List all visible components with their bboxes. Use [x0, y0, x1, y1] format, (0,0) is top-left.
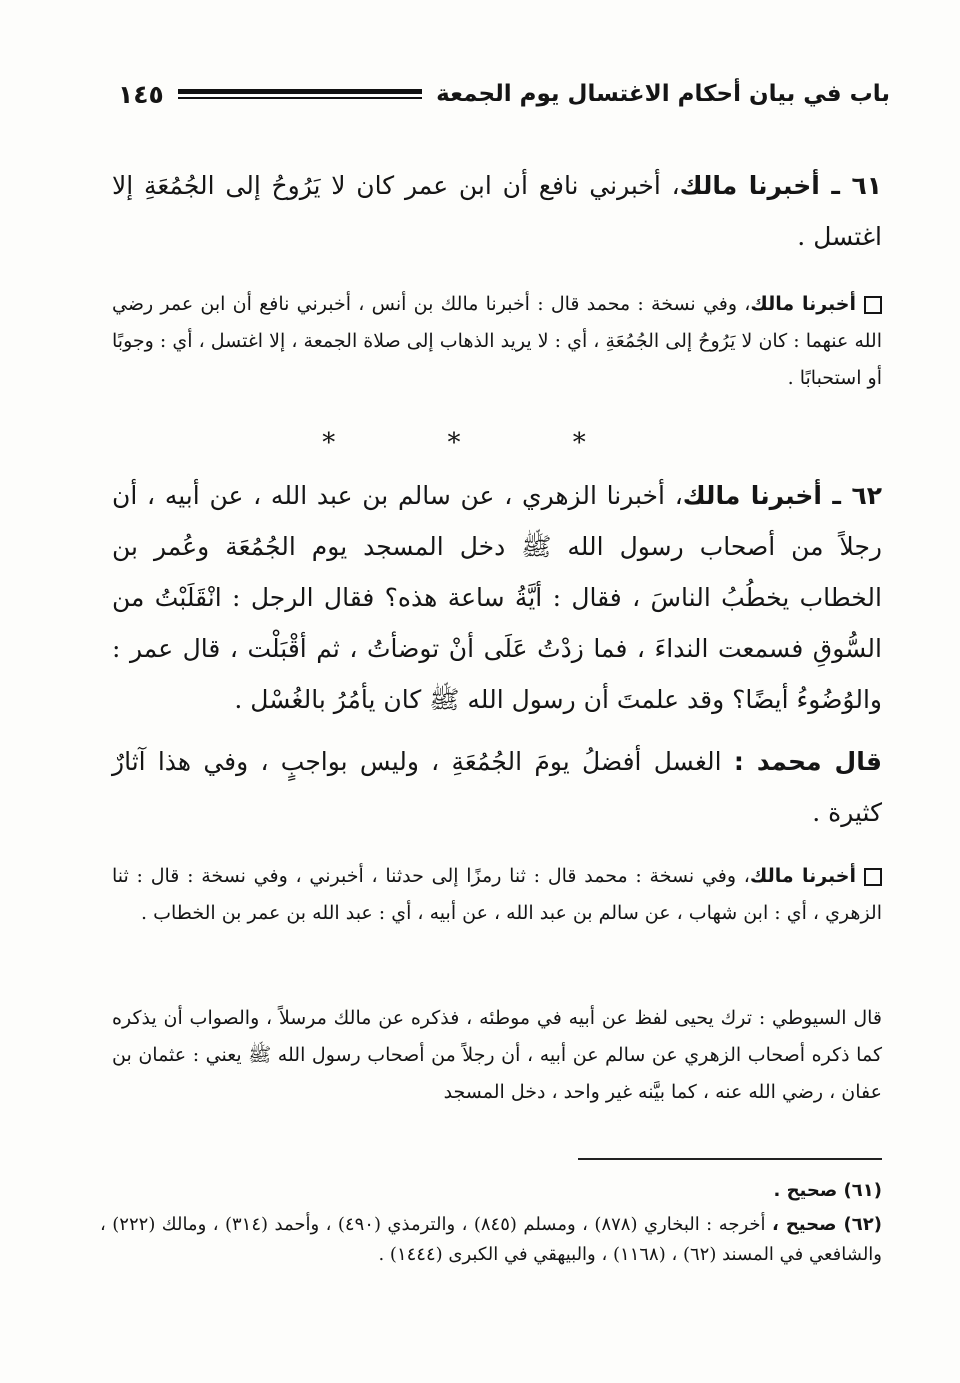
commentary-62-lead: أخبرنا مالك — [749, 865, 857, 887]
muhammad-note-text: الغسل أفضلُ يومَ الجُمُعَةِ ، وليس بواجبٍ ، وفي هذا آثارٌ كثيرة . — [112, 747, 882, 827]
hadith-62-lead: ٦٢ ـ أخبرنا مالك — [682, 481, 882, 510]
footnote-61 — [100, 1176, 882, 1206]
commentary-62 — [112, 858, 882, 932]
hadith-62 — [112, 470, 882, 725]
square-marker-icon — [864, 296, 882, 314]
hadith-61-text: ، أخبرني نافع أن ابن عمر كان لا يَرُوحُ إلى الجُمُعَةِ إلا اغتسل . — [112, 171, 882, 251]
suyuti-note-text: قال السيوطي : ترك يحيى لفظ عن أبيه في موطئه ، فذكره عن مالك مرسلاً ، والصواب أن يذكره كما ذكره أصحاب الزهري عن سالم عن أبيه ، أن رجلاً من أصحاب رسول الله ﷺ يعني : عثمان بن عفان ، رضي الله عنه ، كما بيَّنه غير واحد ، دخل المسجد — [112, 1007, 882, 1103]
page-header — [118, 72, 890, 116]
footnote-62-text: أخرجه : البخاري (٨٧٨) ، ومسلم (٨٤٥) ، والترمذي (٤٩٠) ، وأحمد (٣١٤) ، ومالك (٢٢٢) ، والشافعي في المسند (٦٢) ، (١١٦٨) ، والبيهقي في الكبرى (١٤٤٤) . — [100, 1214, 882, 1265]
suyuti-note — [112, 1000, 882, 1111]
header-rule — [178, 89, 422, 99]
footnote-62 — [100, 1210, 882, 1270]
commentary-62-text: ، وفي نسخة : محمد قال : ثنا رمزًا إلى حدثنا ، أخبرني ، وفي نسخة : قال : ثنا الزهري ، أي : ابن شهاب ، عن سالم بن عبد الله ، عن أبيه ، أي : عبد الله بن عمر بن الخطاب . — [112, 865, 882, 924]
commentary-61 — [112, 286, 882, 397]
footnote-62-ref: (٦٢) صحيح ، — [772, 1214, 882, 1235]
commentary-61-text: ، وفي نسخة : محمد قال : أخبرنا مالك بن أنس ، أخبرني نافع أن ابن عمر رضي الله عنهما : كان لا يَرُوحُ إلى الجُمُعَةِ ، أي : لا يريد الذهاب إلى صلاة الجمعة ، إلا اغتسل ، أي : وجوبًا أو استحبابًا . — [112, 293, 882, 389]
muhammad-note — [112, 736, 882, 838]
page-number: ١٤٥ — [118, 79, 164, 109]
muhammad-note-lead: قال محمد : — [733, 747, 882, 776]
section-separator: * * * — [322, 428, 638, 458]
hadith-61 — [112, 160, 882, 262]
commentary-61-lead: أخبرنا مالك — [750, 293, 857, 315]
square-marker-icon — [864, 868, 882, 886]
running-title: باب في بيان أحكام الاغتسال يوم الجمعة — [436, 81, 890, 107]
footnote-61-ref: (٦١) صحيح . — [773, 1180, 882, 1201]
hadith-62-text: ، أخبرنا الزهري ، عن سالم بن عبد الله ، عن أبيه ، أن رجلاً من أصحاب رسول الله ﷺ دخل المسجد يوم الجُمُعَة وعُمر بن الخطاب يخطُبُ الناسَ ، فقال : أيَّةُ ساعة هذه؟ فقال الرجل : انْقَلَبْتُ من السُّوقِ فسمعت النداءَ ، فما زدْتُ عَلَى أنْ توضأتُ ، ثم أقْبَلْت ، قال عمر : والوُضُوءُ أيضًا؟ وقد علمتَ أن رسول الله ﷺ كان يأمُرُ بالغُسْل . — [112, 481, 882, 714]
footnote-rule — [578, 1158, 882, 1160]
hadith-61-lead: ٦١ ـ أخبرنا مالك — [679, 171, 882, 200]
